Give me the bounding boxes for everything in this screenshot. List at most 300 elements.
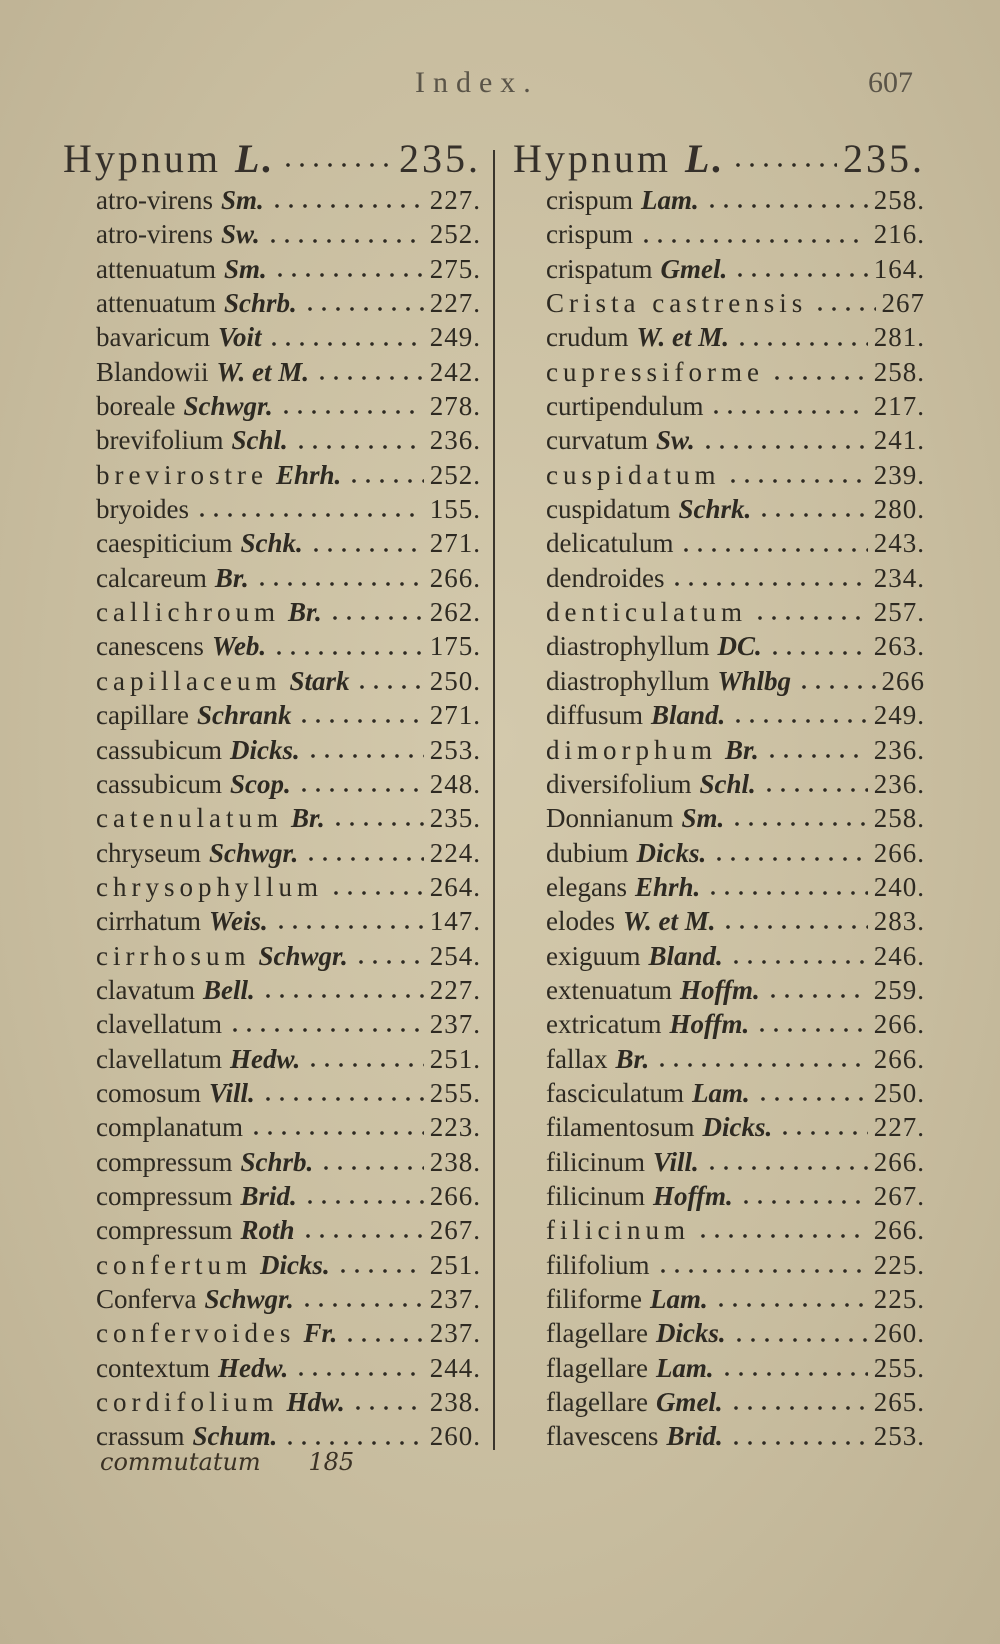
entry-name: clavatum	[96, 974, 195, 1005]
entry-author: Roth	[240, 1215, 295, 1246]
entry-name: diastrophyllum	[546, 665, 710, 696]
index-entry	[513, 1213, 925, 1247]
index-entry	[63, 389, 481, 423]
entry-name: extenuatum	[546, 974, 672, 1005]
handwritten-page: 185	[308, 1448, 355, 1476]
entry-page: 237.	[429, 1318, 481, 1349]
entry-name: crispatum	[546, 253, 653, 284]
entry-page: 225.	[873, 1284, 925, 1314]
entry-name: fasciculatum	[546, 1077, 684, 1108]
entry-name: capillaceum	[96, 665, 282, 696]
index-entry	[63, 458, 481, 492]
index-entry	[513, 698, 925, 732]
entry-name: dubium	[546, 837, 629, 868]
index-entry	[513, 1076, 925, 1110]
entry-name: curvatum	[546, 425, 648, 456]
index-entry	[513, 183, 925, 217]
index-entry	[513, 973, 925, 1007]
dot-leader	[762, 788, 868, 792]
entry-page: 227.	[873, 1112, 925, 1143]
entry-name: clavellatum	[96, 1043, 222, 1074]
dot-leader	[705, 204, 868, 208]
entry-name: exiguum	[546, 940, 641, 971]
entry-name: crispum	[546, 185, 633, 215]
dot-leader	[294, 445, 424, 449]
index-entry	[63, 355, 481, 389]
dot-leader	[720, 1372, 868, 1376]
dot-leader	[753, 616, 868, 620]
index-entry	[513, 733, 925, 767]
entry-author: Gmel.	[660, 253, 728, 284]
entry-author: Brid.	[666, 1421, 723, 1452]
entry-page: 264.	[429, 871, 481, 902]
dot-leader	[261, 994, 424, 998]
index-entry	[513, 1419, 925, 1453]
entry-author: Sw.	[220, 219, 260, 250]
index-entry	[513, 1145, 925, 1179]
entry-author: Vill.	[209, 1077, 255, 1108]
dot-leader	[281, 163, 393, 167]
entry-page: 235.	[429, 803, 481, 834]
entry-author: Schwgr.	[208, 837, 299, 868]
entry-page: 257.	[873, 597, 925, 628]
entry-author: W. et M.	[622, 906, 716, 937]
entry-name: crispum	[546, 219, 633, 250]
entry-list	[513, 183, 925, 1454]
index-entry	[63, 320, 481, 354]
entry-author: Schk.	[240, 528, 303, 559]
dot-leader	[351, 1406, 424, 1410]
entry-page: 223.	[429, 1112, 481, 1143]
dot-leader	[336, 1269, 424, 1273]
dot-leader	[755, 1028, 868, 1032]
dot-leader	[249, 1131, 424, 1135]
entry-name: dendroides	[546, 562, 665, 593]
entry-page: 217.	[873, 391, 925, 422]
entry-page: 266.	[873, 1043, 925, 1074]
entry-page: 252.	[429, 459, 481, 490]
dot-leader	[756, 1097, 868, 1101]
dot-leader	[739, 1200, 868, 1204]
genus-heading	[513, 135, 925, 183]
index-entry	[63, 733, 481, 767]
entry-name: catenulatum	[96, 803, 283, 834]
dot-leader	[273, 273, 424, 277]
entry-name: elegans	[546, 871, 627, 902]
entry-page: 283.	[873, 906, 925, 937]
entry-name: elodes	[546, 906, 615, 937]
entry-name: Crista castrensis	[546, 288, 808, 319]
entry-page: 253.	[429, 734, 481, 765]
entry-name: callichroum	[96, 597, 280, 628]
index-entry	[63, 870, 481, 904]
dot-leader	[706, 891, 867, 895]
entry-author: Ehrh.	[275, 459, 342, 490]
index-entry	[63, 664, 481, 698]
entry-author: Schrk.	[678, 494, 752, 525]
entry-author: W. et M.	[216, 356, 309, 387]
dot-leader	[306, 1063, 424, 1067]
entry-name: cassubicum	[96, 734, 222, 765]
entry-page: 244.	[429, 1352, 481, 1383]
index-entry	[513, 252, 925, 286]
index-entry	[513, 801, 925, 835]
index-entry	[63, 252, 481, 286]
entry-page: 246.	[873, 940, 925, 971]
dot-leader	[355, 685, 423, 689]
genus-author: L.	[235, 136, 276, 181]
entry-name: calcareum	[96, 562, 207, 593]
entry-page: 248.	[429, 768, 481, 799]
entry-name: filicinum	[546, 1215, 690, 1246]
entry-name: cuspidatum	[546, 494, 671, 525]
entry-name: cirrhatum	[96, 906, 201, 937]
handwritten-annotation	[100, 1448, 354, 1476]
dot-leader	[770, 376, 868, 380]
entry-author: Bell.	[202, 974, 255, 1005]
index-entry	[63, 183, 481, 217]
entry-author: Brid.	[240, 1180, 297, 1211]
entry-name: capillare	[96, 700, 189, 731]
entry-page: 266.	[873, 837, 925, 868]
entry-name: confertum	[96, 1249, 252, 1280]
index-entry	[513, 664, 925, 698]
entry-page: 251.	[429, 1249, 481, 1280]
entry-name: attenuatum	[96, 253, 216, 284]
entry-name: attenuatum	[96, 288, 216, 319]
dot-leader	[797, 685, 875, 689]
entry-author: Schrb.	[240, 1146, 314, 1177]
entry-author: Hoffm.	[652, 1180, 733, 1211]
entry-page: 175.	[429, 631, 481, 662]
entry-page: 236.	[873, 768, 925, 799]
entry-page: 238.	[429, 1387, 481, 1418]
entry-author: Dicks.	[259, 1249, 330, 1280]
entry-page: 281.	[873, 322, 925, 353]
dot-leader	[309, 548, 424, 552]
index-entry	[513, 904, 925, 938]
index-entry	[513, 1316, 925, 1350]
index-entry	[513, 526, 925, 560]
entry-name: extricatum	[546, 1009, 662, 1040]
index-entry	[63, 1042, 481, 1076]
index-entry	[63, 698, 481, 732]
index-entry	[63, 939, 481, 973]
index-entry	[513, 595, 925, 629]
entry-name: filicinum	[546, 1180, 645, 1211]
index-entry	[513, 1351, 925, 1385]
entry-name: crassum	[96, 1421, 185, 1452]
dot-leader	[766, 994, 868, 998]
dot-leader	[679, 548, 867, 552]
dot-leader	[701, 445, 868, 449]
entry-name: contextum	[96, 1352, 210, 1383]
entry-author: Sm.	[220, 185, 264, 215]
entry-page: 255.	[873, 1352, 925, 1383]
entry-author: Hdw.	[286, 1387, 345, 1418]
entry-author: Sw.	[655, 425, 695, 456]
index-entry	[513, 320, 925, 354]
entry-page: 240.	[873, 871, 925, 902]
entry-page: 266.	[429, 1180, 481, 1211]
entry-author: Schrank	[196, 700, 292, 731]
entry-page: 241.	[873, 425, 925, 456]
dot-leader	[705, 1166, 868, 1170]
entry-page: 266.	[873, 1009, 925, 1040]
entry-author: Ehrh.	[634, 871, 701, 902]
dot-leader	[328, 616, 424, 620]
entry-page: 259.	[873, 974, 925, 1005]
dot-leader	[272, 651, 424, 655]
index-entry	[63, 561, 481, 595]
index-entry	[63, 1385, 481, 1419]
entry-page: 260.	[429, 1421, 481, 1452]
entry-author: Lam.	[655, 1352, 714, 1383]
entry-name: clavellatum	[96, 1009, 222, 1040]
entry-name: cuspidatum	[546, 459, 721, 490]
dot-leader	[714, 1303, 868, 1307]
entry-author: Sm.	[223, 253, 267, 284]
entry-name: boreale	[96, 391, 176, 422]
entry-name: delicatulum	[546, 528, 674, 559]
genus-page: 235.	[843, 136, 925, 181]
index-entry	[513, 389, 925, 423]
entry-page: 271.	[429, 528, 481, 559]
entry-page: 227.	[429, 974, 481, 1005]
entry-page: 278.	[429, 391, 481, 422]
dot-leader	[696, 1234, 868, 1238]
index-entry	[63, 1179, 481, 1213]
entry-name: compressum	[96, 1215, 233, 1246]
dot-leader	[255, 582, 424, 586]
dot-leader	[331, 822, 424, 826]
entry-author: Voit	[217, 322, 262, 353]
dot-leader	[813, 307, 875, 311]
dot-leader	[721, 925, 867, 929]
entry-name: atro-virens	[96, 219, 213, 250]
dot-leader	[765, 754, 868, 758]
genus-author: L.	[685, 136, 726, 181]
entry-author: Schwgr.	[183, 391, 273, 422]
index-entry	[63, 904, 481, 938]
column-divider	[493, 150, 495, 1450]
dot-leader	[228, 1028, 424, 1032]
dot-leader	[274, 925, 424, 929]
index-entry	[513, 939, 925, 973]
dot-leader	[757, 513, 867, 517]
index-entry	[63, 1007, 481, 1041]
entry-author: Br.	[725, 734, 759, 765]
index-entry	[513, 1110, 925, 1144]
index-entry	[513, 458, 925, 492]
index-entry	[63, 217, 481, 251]
index-entry	[63, 526, 481, 560]
entry-name: compressum	[96, 1146, 233, 1177]
dot-leader	[303, 1200, 424, 1204]
entry-page: 255.	[429, 1077, 481, 1108]
entry-author: Gmel.	[655, 1387, 723, 1418]
entry-page: 164.	[873, 253, 925, 284]
entry-page: 147.	[429, 906, 481, 937]
page-number: 607	[868, 66, 913, 99]
index-entry	[513, 1282, 925, 1316]
entry-page: 251.	[429, 1043, 481, 1074]
entry-name: flagellare	[546, 1352, 648, 1383]
dot-leader	[301, 1234, 424, 1238]
dot-leader	[768, 651, 868, 655]
dot-leader	[732, 1338, 868, 1342]
entry-page: 258.	[873, 185, 925, 215]
index-entry	[513, 767, 925, 801]
entry-name: flagellare	[546, 1318, 648, 1349]
dot-leader	[729, 960, 868, 964]
entry-name: Blandowii	[96, 356, 209, 387]
entry-author: Weis.	[208, 906, 268, 937]
dot-leader	[778, 1131, 868, 1135]
entry-page: 227.	[429, 185, 481, 215]
dot-leader	[294, 1372, 424, 1376]
entry-name: cupressiforme	[546, 356, 764, 387]
index-entry	[63, 1282, 481, 1316]
index-entry	[63, 1076, 481, 1110]
dot-leader	[319, 1166, 423, 1170]
entry-author: Br.	[214, 562, 249, 593]
entry-name: brevirostre	[96, 459, 268, 490]
entry-name: caespiticium	[96, 528, 233, 559]
entry-author: W. et M.	[636, 322, 729, 353]
index-entry	[513, 1179, 925, 1213]
dot-leader	[267, 342, 423, 346]
dot-leader	[735, 342, 868, 346]
dot-leader	[670, 582, 867, 586]
dot-leader	[270, 204, 424, 208]
index-entry	[63, 286, 481, 320]
entry-page: 275.	[429, 253, 481, 284]
entry-page: 271.	[429, 700, 481, 731]
entry-author: Hedw.	[229, 1043, 301, 1074]
entry-author: Sm.	[681, 803, 725, 834]
entry-author: Br.	[287, 597, 322, 628]
dot-leader	[712, 857, 867, 861]
entry-author: Bland.	[648, 940, 723, 971]
entry-page: 258.	[873, 803, 925, 834]
index-entry	[63, 595, 481, 629]
entry-author: Whlbg	[717, 665, 792, 696]
entry-page: 236.	[429, 425, 481, 456]
entry-author: Schl.	[699, 768, 756, 799]
entry-name: diffusum	[546, 700, 644, 731]
dot-leader	[304, 857, 423, 861]
entry-page: 250.	[429, 665, 481, 696]
index-entry	[513, 1007, 925, 1041]
entry-author: Br.	[290, 803, 325, 834]
entry-page: 225.	[873, 1249, 925, 1280]
entry-author: Br.	[615, 1043, 650, 1074]
entry-author: Dicks.	[636, 837, 707, 868]
entry-page: 267	[881, 288, 925, 319]
index-column-left	[63, 135, 481, 1454]
entry-name: diversifolium	[546, 768, 692, 799]
entry-author: Vill.	[652, 1146, 699, 1177]
entry-author: DC.	[717, 631, 762, 662]
entry-page: 266.	[429, 562, 481, 593]
index-entry	[63, 1213, 481, 1247]
entry-name: filiforme	[546, 1284, 642, 1314]
dot-leader	[347, 479, 423, 483]
entry-name: filicinum	[546, 1146, 645, 1177]
entry-author: Web.	[211, 631, 267, 662]
entry-author: Lam.	[649, 1284, 708, 1314]
index-entry	[513, 1248, 925, 1282]
entry-name: Conferva	[96, 1284, 197, 1314]
handwritten-name: commutatum	[100, 1448, 261, 1476]
entry-name: bavaricum	[96, 322, 210, 353]
entry-author: Lam.	[641, 185, 699, 215]
dot-leader	[709, 410, 867, 414]
entry-author: Schwgr.	[258, 940, 348, 971]
entry-name: flavescens	[546, 1421, 659, 1452]
dot-leader	[261, 1097, 424, 1101]
index-entry	[63, 767, 481, 801]
dot-leader	[731, 163, 837, 167]
dot-leader	[329, 891, 424, 895]
index-entry	[63, 1248, 481, 1282]
dot-leader	[306, 754, 424, 758]
entry-name: cirrhosum	[96, 940, 251, 971]
entry-page: 258.	[873, 356, 925, 387]
entry-name: filamentosum	[546, 1112, 695, 1143]
entry-author: Schrb.	[223, 288, 297, 319]
entry-author: Dicks.	[655, 1318, 726, 1349]
genus-page: 235.	[399, 136, 481, 181]
dot-leader	[266, 239, 424, 243]
entry-name: fallax	[546, 1043, 608, 1074]
entry-page: 234.	[873, 562, 925, 593]
dot-leader	[283, 1441, 423, 1445]
index-entry	[63, 1110, 481, 1144]
entry-page: 249.	[429, 322, 481, 353]
dot-leader	[343, 1338, 424, 1342]
entry-name: cassubicum	[96, 768, 222, 799]
dot-leader	[297, 719, 423, 723]
entry-name: diastrophyllum	[546, 631, 710, 662]
index-entry	[513, 492, 925, 526]
entry-page: 239.	[873, 459, 925, 490]
index-entry	[513, 561, 925, 595]
entry-list	[63, 183, 481, 1454]
index-entry	[513, 1385, 925, 1419]
entry-name: flagellare	[546, 1387, 648, 1418]
entry-name: complanatum	[96, 1112, 243, 1143]
entry-name: bryoides	[96, 494, 189, 525]
entry-author: Schl.	[231, 425, 288, 456]
entry-page: 263.	[873, 631, 925, 662]
entry-page: 265.	[873, 1387, 925, 1418]
entry-page: 266.	[873, 1215, 925, 1246]
entry-page: 243.	[873, 528, 925, 559]
entry-author: Dicks.	[229, 734, 300, 765]
entry-author: Bland.	[651, 700, 726, 731]
dot-leader	[729, 1406, 868, 1410]
entry-page: 254.	[429, 940, 481, 971]
index-entry	[513, 355, 925, 389]
dot-leader	[731, 719, 867, 723]
dot-leader	[195, 513, 424, 517]
dot-leader	[733, 273, 868, 277]
entry-name: dimorphum	[546, 734, 717, 765]
entry-author: Stark	[289, 665, 350, 696]
index-entry	[63, 629, 481, 663]
